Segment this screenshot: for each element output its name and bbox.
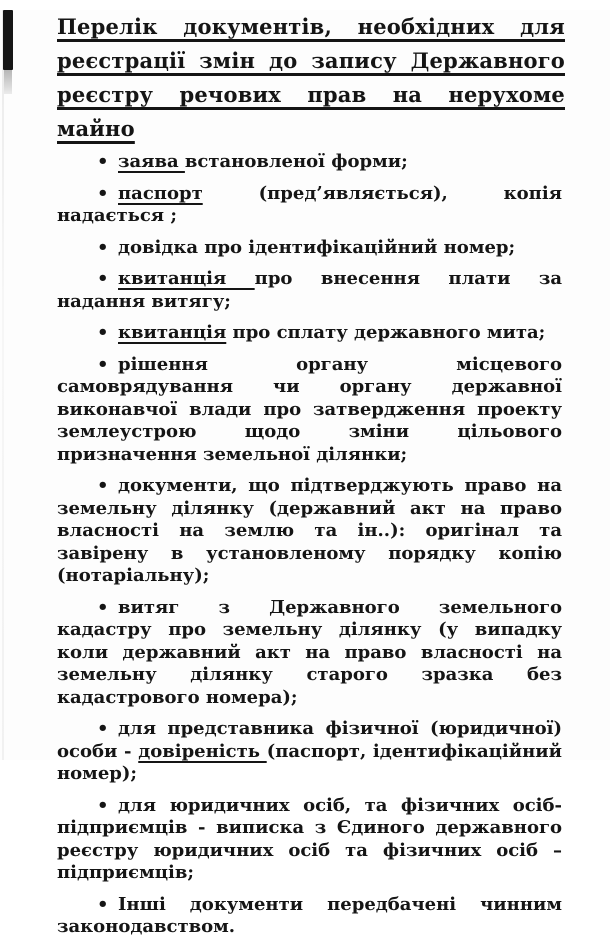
list-item xyxy=(57,894,562,939)
bullet-icon: • xyxy=(97,353,109,375)
bullet-icon: • xyxy=(97,718,109,739)
list-item xyxy=(57,597,562,710)
document-page xyxy=(0,10,610,937)
list-item-text: квитанція xyxy=(118,322,227,343)
bullet-icon: • xyxy=(97,236,109,258)
scan-edge-line xyxy=(2,10,4,760)
bullet-icon: • xyxy=(97,322,109,343)
list-item-text: паспорт xyxy=(118,182,203,204)
title-line: реєстрації змін до запису Державного xyxy=(57,48,565,73)
list-item-text: витяг з Державного земельного кадастру про земельну ділянку (у випадку коли державний акт на право власності на земельну ділянку старого зразка без кадастрового номера); xyxy=(57,596,562,708)
list-item-text: про внесення плати за надання витягу; xyxy=(57,268,562,312)
list-item-text: встановленої форми; xyxy=(184,151,408,172)
list-item-text: рішення органу місцевого самоврядування чи органу державної виконавчої влади про затвердження проекту землеустрою щодо зміни цільового призначення земельної ділянки; xyxy=(57,353,562,465)
list-item-text: довідка про ідентифікаційний номер; xyxy=(118,236,516,258)
document-title xyxy=(57,10,565,146)
bullet-icon: • xyxy=(97,893,109,915)
list-item-text: квитанція xyxy=(118,268,255,289)
bullet-icon: • xyxy=(97,475,109,496)
list-item xyxy=(57,475,562,588)
list-item xyxy=(57,151,562,174)
bullet-icon: • xyxy=(97,268,109,289)
list-item-text: для юридичних осіб, та фізичних осіб-підприємців - виписка з Єдиного державного реєстру юридичних осіб та фізичних осіб – підприємців; xyxy=(57,794,562,883)
title-line: Перелік документів, необхідних для xyxy=(57,14,565,39)
bullet-icon: • xyxy=(97,182,109,204)
list-item xyxy=(57,322,562,345)
list-item-text: заява xyxy=(118,151,185,172)
list-item xyxy=(57,268,562,313)
scan-artifact-fade xyxy=(4,70,12,94)
list-item-text: (пред’являється), копія надається ; xyxy=(57,182,562,226)
list-item-text: про сплату державного мита; xyxy=(226,322,546,343)
list-item-text: Інші документи передбачені чинним законодавством. xyxy=(57,893,562,937)
list-item xyxy=(57,237,562,260)
bullet-icon: • xyxy=(97,596,109,618)
document-list xyxy=(57,151,562,939)
list-item xyxy=(57,354,562,467)
list-item xyxy=(57,795,562,885)
list-item-text: довіреність xyxy=(138,740,267,762)
list-item-text: документи, що підтверджують право на земельну ділянку (державний акт на право власності на землю та ін..): оригінал та завірену в установленому порядку копію (нотаріальну); xyxy=(57,475,562,586)
bullet-icon: • xyxy=(97,794,109,816)
list-item-text: для представника фізичної (юридичної) особи - xyxy=(57,718,562,762)
scan-artifact-bar xyxy=(3,10,13,70)
list-item-text: (паспорт, ідентифікаційний номер); xyxy=(57,740,562,784)
list-item xyxy=(57,718,562,786)
title-line: реєстру речових прав на нерухоме майно xyxy=(57,82,565,141)
bullet-icon: • xyxy=(97,151,109,172)
list-item xyxy=(57,183,562,228)
